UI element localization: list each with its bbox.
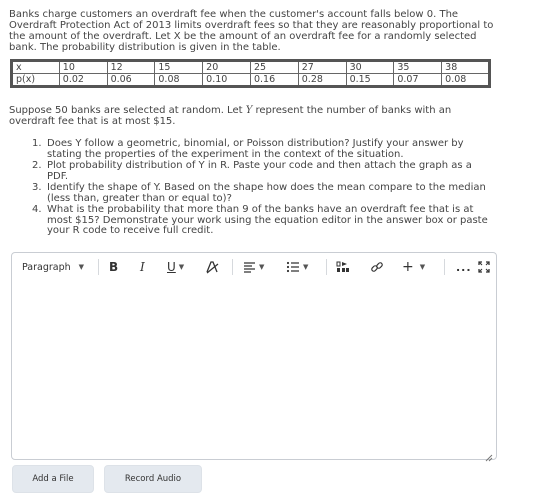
insert-more-button[interactable] (402, 259, 425, 275)
expand-icon (478, 261, 490, 273)
question-item (32, 161, 492, 182)
x-row (12, 61, 490, 74)
question-number: 4. (32, 204, 42, 215)
p-value-cell: 0.10 (203, 74, 251, 87)
question-item (32, 205, 492, 237)
align-button[interactable] (243, 259, 264, 275)
question-list (32, 139, 492, 238)
toolbar-divider (98, 259, 99, 275)
x-header: x (12, 61, 60, 74)
chevron-down-icon: ▼ (419, 263, 426, 271)
p-row (12, 74, 490, 87)
p-value-cell: 0.08 (442, 74, 490, 87)
plus-icon: + (402, 259, 414, 275)
question-item (32, 183, 492, 204)
x-value-cell: 15 (155, 61, 203, 74)
probability-table (10, 59, 491, 88)
rich-text-editor (11, 252, 497, 460)
editor-toolbar (12, 253, 496, 281)
more-options-button[interactable]: ... (456, 260, 472, 274)
p-value-cell: 0.08 (155, 74, 203, 87)
x-value-cell: 30 (346, 61, 394, 74)
question-text: Plot probability distribution of Y in R. Paste your code and then attach the graph as a PDF. (47, 160, 472, 182)
insert-link-button[interactable] (370, 259, 384, 275)
question-number: 2. (32, 160, 42, 171)
add-file-button[interactable]: Add a File (12, 465, 94, 493)
chevron-down-icon: ▼ (178, 263, 185, 271)
p-value-cell: 0.07 (394, 74, 442, 87)
question-text: What is the probability that more than 9 of the banks have an overdraft fee that is at most $15? Demonstrate your work using the equation editor in the answer box or paste your R code to receive full credit. (47, 204, 488, 236)
question-number: 1. (32, 138, 42, 149)
text-color-icon (205, 260, 219, 274)
question-text: Identify the shape of Y. Based on the shape how does the mean compare to the median (less than, greater than or equal to)? (47, 182, 486, 204)
resize-handle-icon[interactable] (484, 447, 493, 456)
p-value-cell: 0.16 (250, 74, 298, 87)
chevron-down-icon: ▼ (303, 263, 309, 271)
media-player-icon (336, 260, 350, 274)
setup-text-after: represent the number of banks with an overdraft fee that is at most $15. (9, 105, 452, 127)
p-value-cell: 0.15 (346, 74, 394, 87)
text-color-button[interactable] (205, 259, 219, 275)
x-value-cell: 35 (394, 61, 442, 74)
x-value-cell: 25 (250, 61, 298, 74)
underline-label: U (167, 260, 176, 274)
x-value-cell: 27 (298, 61, 346, 74)
bold-button[interactable]: B (109, 260, 119, 274)
intro-paragraph: Banks charge customers an overdraft fee when the customer's account falls below 0. The Overdraft Protection Act of 2013 limits overdraft fees so that they are reasonably proportional to the amount of the overdraft. Let X be the amount of an overdraft fee for a randomly selected bank. The probability distribution is given in the table. (9, 9, 494, 53)
p-value-cell: 0.28 (298, 74, 346, 87)
toolbar-divider (232, 259, 233, 275)
chevron-down-icon: ▼ (259, 263, 265, 271)
link-icon (370, 260, 384, 274)
x-value-cell: 12 (107, 61, 155, 74)
setup-paragraph (9, 105, 499, 127)
editor-content-area[interactable] (12, 281, 496, 459)
x-value-cell: 10 (59, 61, 107, 74)
x-value-cell: 20 (203, 61, 251, 74)
setup-text-before: Suppose 50 banks are selected at random. Let (9, 105, 246, 116)
chevron-down-icon: ▼ (78, 263, 85, 271)
question-number: 3. (32, 182, 42, 193)
fullscreen-button[interactable] (478, 259, 490, 275)
paragraph-format-select[interactable] (22, 259, 84, 275)
align-left-icon (243, 261, 256, 273)
question-text: Does Y follow a geometric, binomial, or Poisson distribution? Justify your answer by stating the properties of the experiment in the context of the situation. (47, 138, 464, 160)
paragraph-format-label: Paragraph (22, 261, 71, 273)
bulleted-list-icon (286, 261, 300, 273)
p-value-cell: 0.06 (107, 74, 155, 87)
toolbar-divider (444, 259, 445, 275)
setup-var: Y (245, 105, 253, 116)
record-audio-button[interactable]: Record Audio (104, 465, 202, 493)
question-item (32, 139, 492, 160)
list-button[interactable] (286, 259, 308, 275)
p-value-cell: 0.02 (59, 74, 107, 87)
x-value-cell: 38 (442, 61, 490, 74)
underline-button[interactable] (167, 259, 184, 275)
italic-button[interactable]: I (140, 260, 145, 274)
toolbar-divider (326, 259, 327, 275)
insert-media-button[interactable] (336, 259, 350, 275)
p-header: p(x) (12, 74, 60, 87)
